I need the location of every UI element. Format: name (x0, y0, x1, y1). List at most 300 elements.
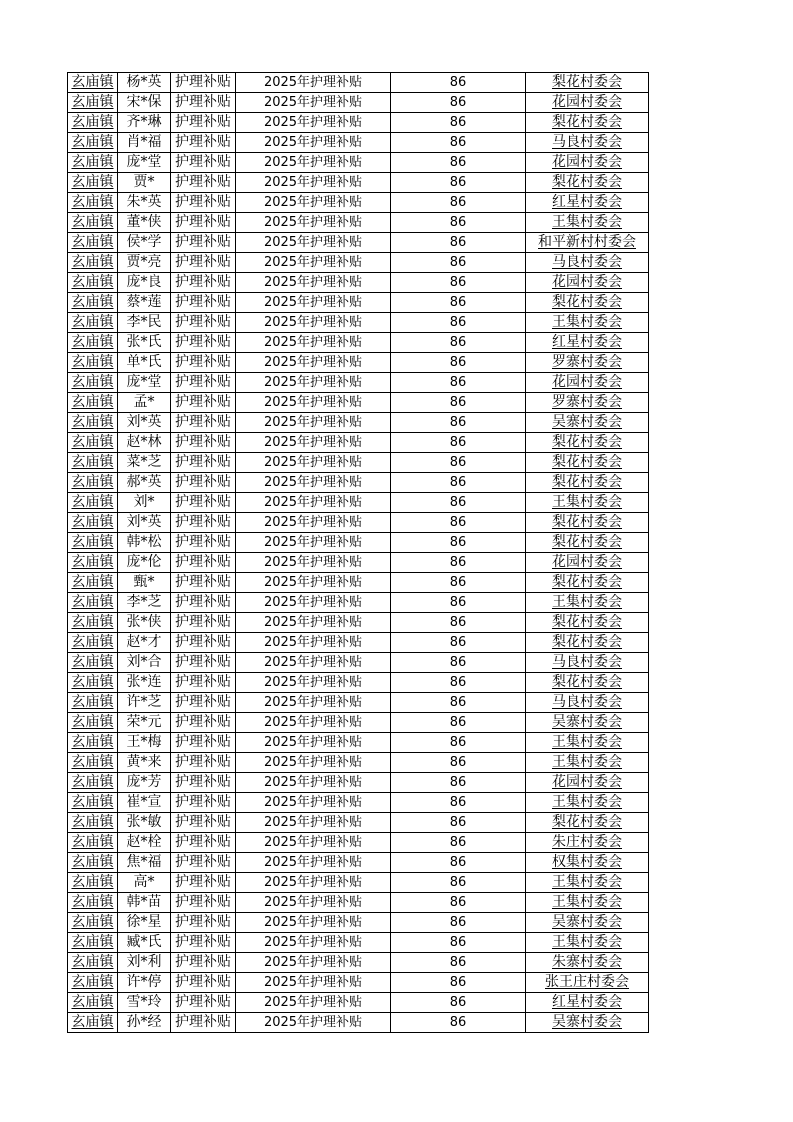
name-cell: 赵*才 (118, 633, 171, 653)
table-row (68, 133, 649, 153)
type-cell: 护理补贴 (171, 593, 236, 613)
type-cell: 护理补贴 (171, 793, 236, 813)
table-row (68, 73, 649, 93)
town-cell: 玄庙镇 (68, 713, 118, 733)
town-cell: 玄庙镇 (68, 833, 118, 853)
table-row (68, 453, 649, 473)
amount-cell: 86 (391, 153, 526, 173)
village-cell: 梨花村委会 (526, 573, 649, 593)
table-row (68, 633, 649, 653)
table-row (68, 573, 649, 593)
item-cell: 2025年护理补贴 (236, 613, 391, 633)
town-cell: 玄庙镇 (68, 533, 118, 553)
amount-cell: 86 (391, 713, 526, 733)
town-cell: 玄庙镇 (68, 473, 118, 493)
type-cell: 护理补贴 (171, 533, 236, 553)
type-cell: 护理补贴 (171, 753, 236, 773)
name-cell: 庞*良 (118, 273, 171, 293)
item-cell: 2025年护理补贴 (236, 973, 391, 993)
item-cell: 2025年护理补贴 (236, 333, 391, 353)
town-cell: 玄庙镇 (68, 373, 118, 393)
amount-cell: 86 (391, 793, 526, 813)
type-cell: 护理补贴 (171, 473, 236, 493)
type-cell: 护理补贴 (171, 293, 236, 313)
table-row (68, 773, 649, 793)
table-row (68, 93, 649, 113)
village-cell: 花园村委会 (526, 273, 649, 293)
village-cell: 花园村委会 (526, 93, 649, 113)
item-cell: 2025年护理补贴 (236, 193, 391, 213)
table-row (68, 173, 649, 193)
table-row (68, 293, 649, 313)
item-cell: 2025年护理补贴 (236, 533, 391, 553)
name-cell: 庞*芳 (118, 773, 171, 793)
table-row (68, 373, 649, 393)
table-row (68, 913, 649, 933)
item-cell: 2025年护理补贴 (236, 253, 391, 273)
town-cell: 玄庙镇 (68, 953, 118, 973)
town-cell: 玄庙镇 (68, 413, 118, 433)
town-cell: 玄庙镇 (68, 613, 118, 633)
town-cell: 玄庙镇 (68, 1013, 118, 1033)
village-cell: 梨花村委会 (526, 73, 649, 93)
amount-cell: 86 (391, 553, 526, 573)
item-cell: 2025年护理补贴 (236, 713, 391, 733)
table-row (68, 653, 649, 673)
type-cell: 护理补贴 (171, 833, 236, 853)
name-cell: 贾* (118, 173, 171, 193)
town-cell: 玄庙镇 (68, 753, 118, 773)
table-row (68, 593, 649, 613)
table-row (68, 993, 649, 1013)
table-row (68, 1013, 649, 1033)
name-cell: 张*侠 (118, 613, 171, 633)
table-row (68, 893, 649, 913)
table-row (68, 613, 649, 633)
town-cell: 玄庙镇 (68, 273, 118, 293)
table-row (68, 353, 649, 373)
item-cell: 2025年护理补贴 (236, 793, 391, 813)
item-cell: 2025年护理补贴 (236, 753, 391, 773)
item-cell: 2025年护理补贴 (236, 1013, 391, 1033)
type-cell: 护理补贴 (171, 673, 236, 693)
town-cell: 玄庙镇 (68, 173, 118, 193)
type-cell: 护理补贴 (171, 313, 236, 333)
village-cell: 马良村委会 (526, 653, 649, 673)
type-cell: 护理补贴 (171, 453, 236, 473)
type-cell: 护理补贴 (171, 893, 236, 913)
name-cell: 菜*芝 (118, 453, 171, 473)
table-row (68, 493, 649, 513)
type-cell: 护理补贴 (171, 193, 236, 213)
item-cell: 2025年护理补贴 (236, 853, 391, 873)
item-cell: 2025年护理补贴 (236, 693, 391, 713)
table-row (68, 333, 649, 353)
town-cell: 玄庙镇 (68, 493, 118, 513)
amount-cell: 86 (391, 273, 526, 293)
amount-cell: 86 (391, 113, 526, 133)
type-cell: 护理补贴 (171, 953, 236, 973)
amount-cell: 86 (391, 353, 526, 373)
village-cell: 梨花村委会 (526, 453, 649, 473)
amount-cell: 86 (391, 673, 526, 693)
village-cell: 梨花村委会 (526, 293, 649, 313)
type-cell: 护理补贴 (171, 853, 236, 873)
amount-cell: 86 (391, 493, 526, 513)
name-cell: 徐*星 (118, 913, 171, 933)
village-cell: 王集村委会 (526, 313, 649, 333)
item-cell: 2025年护理补贴 (236, 813, 391, 833)
name-cell: 高* (118, 873, 171, 893)
table-row (68, 253, 649, 273)
village-cell: 梨花村委会 (526, 113, 649, 133)
village-cell: 朱寨村委会 (526, 953, 649, 973)
name-cell: 甄* (118, 573, 171, 593)
village-cell: 梨花村委会 (526, 513, 649, 533)
type-cell: 护理补贴 (171, 273, 236, 293)
village-cell: 花园村委会 (526, 553, 649, 573)
town-cell: 玄庙镇 (68, 553, 118, 573)
town-cell: 玄庙镇 (68, 313, 118, 333)
village-cell: 罗寨村委会 (526, 393, 649, 413)
item-cell: 2025年护理补贴 (236, 93, 391, 113)
amount-cell: 86 (391, 973, 526, 993)
type-cell: 护理补贴 (171, 133, 236, 153)
village-cell: 罗寨村委会 (526, 353, 649, 373)
amount-cell: 86 (391, 953, 526, 973)
name-cell: 张*氏 (118, 333, 171, 353)
amount-cell: 86 (391, 813, 526, 833)
table-row (68, 393, 649, 413)
amount-cell: 86 (391, 773, 526, 793)
amount-cell: 86 (391, 653, 526, 673)
amount-cell: 86 (391, 173, 526, 193)
village-cell: 和平新村村委会 (526, 233, 649, 253)
town-cell: 玄庙镇 (68, 913, 118, 933)
name-cell: 李*芝 (118, 593, 171, 613)
town-cell: 玄庙镇 (68, 573, 118, 593)
type-cell: 护理补贴 (171, 973, 236, 993)
name-cell: 朱*英 (118, 193, 171, 213)
item-cell: 2025年护理补贴 (236, 493, 391, 513)
name-cell: 单*氏 (118, 353, 171, 373)
item-cell: 2025年护理补贴 (236, 433, 391, 453)
amount-cell: 86 (391, 873, 526, 893)
type-cell: 护理补贴 (171, 693, 236, 713)
table-row (68, 753, 649, 773)
village-cell: 王集村委会 (526, 493, 649, 513)
type-cell: 护理补贴 (171, 73, 236, 93)
village-cell: 梨花村委会 (526, 173, 649, 193)
amount-cell: 86 (391, 213, 526, 233)
table-row (68, 673, 649, 693)
village-cell: 王集村委会 (526, 893, 649, 913)
item-cell: 2025年护理补贴 (236, 133, 391, 153)
amount-cell: 86 (391, 513, 526, 533)
type-cell: 护理补贴 (171, 653, 236, 673)
item-cell: 2025年护理补贴 (236, 153, 391, 173)
amount-cell: 86 (391, 913, 526, 933)
name-cell: 庞*堂 (118, 373, 171, 393)
item-cell: 2025年护理补贴 (236, 453, 391, 473)
name-cell: 张*敏 (118, 813, 171, 833)
village-cell: 马良村委会 (526, 253, 649, 273)
item-cell: 2025年护理补贴 (236, 213, 391, 233)
amount-cell: 86 (391, 293, 526, 313)
name-cell: 齐*琳 (118, 113, 171, 133)
village-cell: 王集村委会 (526, 933, 649, 953)
name-cell: 贾*亮 (118, 253, 171, 273)
amount-cell: 86 (391, 573, 526, 593)
town-cell: 玄庙镇 (68, 653, 118, 673)
table-row (68, 793, 649, 813)
village-cell: 红星村委会 (526, 993, 649, 1013)
table-row (68, 713, 649, 733)
village-cell: 梨花村委会 (526, 613, 649, 633)
village-cell: 梨花村委会 (526, 433, 649, 453)
town-cell: 玄庙镇 (68, 633, 118, 653)
amount-cell: 86 (391, 853, 526, 873)
table-row (68, 313, 649, 333)
name-cell: 杨*英 (118, 73, 171, 93)
table-row (68, 873, 649, 893)
type-cell: 护理补贴 (171, 393, 236, 413)
type-cell: 护理补贴 (171, 1013, 236, 1033)
table-row (68, 853, 649, 873)
amount-cell: 86 (391, 833, 526, 853)
town-cell: 玄庙镇 (68, 353, 118, 373)
town-cell: 玄庙镇 (68, 793, 118, 813)
village-cell: 吴寨村委会 (526, 913, 649, 933)
item-cell: 2025年护理补贴 (236, 413, 391, 433)
town-cell: 玄庙镇 (68, 973, 118, 993)
town-cell: 玄庙镇 (68, 113, 118, 133)
name-cell: 庞*伦 (118, 553, 171, 573)
village-cell: 朱庄村委会 (526, 833, 649, 853)
village-cell: 花园村委会 (526, 373, 649, 393)
village-cell: 梨花村委会 (526, 473, 649, 493)
town-cell: 玄庙镇 (68, 813, 118, 833)
town-cell: 玄庙镇 (68, 253, 118, 273)
town-cell: 玄庙镇 (68, 673, 118, 693)
item-cell: 2025年护理补贴 (236, 993, 391, 1013)
name-cell: 许*停 (118, 973, 171, 993)
table-row (68, 153, 649, 173)
table-row (68, 553, 649, 573)
item-cell: 2025年护理补贴 (236, 873, 391, 893)
name-cell: 赵*林 (118, 433, 171, 453)
amount-cell: 86 (391, 613, 526, 633)
table-row (68, 813, 649, 833)
type-cell: 护理补贴 (171, 233, 236, 253)
type-cell: 护理补贴 (171, 353, 236, 373)
name-cell: 李*民 (118, 313, 171, 333)
town-cell: 玄庙镇 (68, 993, 118, 1013)
type-cell: 护理补贴 (171, 733, 236, 753)
table-row (68, 693, 649, 713)
type-cell: 护理补贴 (171, 933, 236, 953)
town-cell: 玄庙镇 (68, 193, 118, 213)
village-cell: 王集村委会 (526, 793, 649, 813)
amount-cell: 86 (391, 333, 526, 353)
table-row (68, 973, 649, 993)
type-cell: 护理补贴 (171, 773, 236, 793)
type-cell: 护理补贴 (171, 113, 236, 133)
type-cell: 护理补贴 (171, 173, 236, 193)
town-cell: 玄庙镇 (68, 853, 118, 873)
item-cell: 2025年护理补贴 (236, 633, 391, 653)
village-cell: 花园村委会 (526, 153, 649, 173)
village-cell: 马良村委会 (526, 133, 649, 153)
amount-cell: 86 (391, 413, 526, 433)
village-cell: 张王庄村委会 (526, 973, 649, 993)
amount-cell: 86 (391, 433, 526, 453)
item-cell: 2025年护理补贴 (236, 733, 391, 753)
type-cell: 护理补贴 (171, 993, 236, 1013)
name-cell: 刘*英 (118, 413, 171, 433)
name-cell: 王*梅 (118, 733, 171, 753)
item-cell: 2025年护理补贴 (236, 113, 391, 133)
name-cell: 焦*福 (118, 853, 171, 873)
village-cell: 梨花村委会 (526, 813, 649, 833)
town-cell: 玄庙镇 (68, 893, 118, 913)
type-cell: 护理补贴 (171, 253, 236, 273)
type-cell: 护理补贴 (171, 873, 236, 893)
name-cell: 庞*堂 (118, 153, 171, 173)
village-cell: 王集村委会 (526, 213, 649, 233)
item-cell: 2025年护理补贴 (236, 953, 391, 973)
item-cell: 2025年护理补贴 (236, 833, 391, 853)
amount-cell: 86 (391, 753, 526, 773)
type-cell: 护理补贴 (171, 153, 236, 173)
type-cell: 护理补贴 (171, 513, 236, 533)
town-cell: 玄庙镇 (68, 433, 118, 453)
name-cell: 刘*英 (118, 513, 171, 533)
town-cell: 玄庙镇 (68, 213, 118, 233)
name-cell: 黄*来 (118, 753, 171, 773)
town-cell: 玄庙镇 (68, 133, 118, 153)
name-cell: 董*侠 (118, 213, 171, 233)
amount-cell: 86 (391, 313, 526, 333)
table-row (68, 953, 649, 973)
type-cell: 护理补贴 (171, 213, 236, 233)
town-cell: 玄庙镇 (68, 293, 118, 313)
town-cell: 玄庙镇 (68, 733, 118, 753)
amount-cell: 86 (391, 393, 526, 413)
town-cell: 玄庙镇 (68, 933, 118, 953)
type-cell: 护理补贴 (171, 613, 236, 633)
name-cell: 崔*宣 (118, 793, 171, 813)
town-cell: 玄庙镇 (68, 873, 118, 893)
village-cell: 王集村委会 (526, 873, 649, 893)
village-cell: 梨花村委会 (526, 533, 649, 553)
table-row (68, 473, 649, 493)
item-cell: 2025年护理补贴 (236, 913, 391, 933)
subsidy-table (67, 72, 649, 1033)
amount-cell: 86 (391, 233, 526, 253)
name-cell: 许*芝 (118, 693, 171, 713)
town-cell: 玄庙镇 (68, 693, 118, 713)
village-cell: 梨花村委会 (526, 673, 649, 693)
name-cell: 孟* (118, 393, 171, 413)
table-row (68, 933, 649, 953)
amount-cell: 86 (391, 253, 526, 273)
village-cell: 吴寨村委会 (526, 713, 649, 733)
town-cell: 玄庙镇 (68, 73, 118, 93)
item-cell: 2025年护理补贴 (236, 373, 391, 393)
item-cell: 2025年护理补贴 (236, 673, 391, 693)
village-cell: 王集村委会 (526, 733, 649, 753)
name-cell: 刘*利 (118, 953, 171, 973)
table-row (68, 213, 649, 233)
name-cell: 韩*松 (118, 533, 171, 553)
amount-cell: 86 (391, 453, 526, 473)
item-cell: 2025年护理补贴 (236, 933, 391, 953)
name-cell: 刘*合 (118, 653, 171, 673)
item-cell: 2025年护理补贴 (236, 393, 391, 413)
table-row (68, 113, 649, 133)
amount-cell: 86 (391, 933, 526, 953)
amount-cell: 86 (391, 373, 526, 393)
type-cell: 护理补贴 (171, 373, 236, 393)
village-cell: 马良村委会 (526, 693, 649, 713)
amount-cell: 86 (391, 993, 526, 1013)
amount-cell: 86 (391, 133, 526, 153)
village-cell: 吴寨村委会 (526, 413, 649, 433)
town-cell: 玄庙镇 (68, 393, 118, 413)
item-cell: 2025年护理补贴 (236, 293, 391, 313)
name-cell: 肖*福 (118, 133, 171, 153)
type-cell: 护理补贴 (171, 333, 236, 353)
item-cell: 2025年护理补贴 (236, 773, 391, 793)
amount-cell: 86 (391, 533, 526, 553)
town-cell: 玄庙镇 (68, 513, 118, 533)
table-row (68, 273, 649, 293)
table-row (68, 193, 649, 213)
amount-cell: 86 (391, 473, 526, 493)
type-cell: 护理补贴 (171, 493, 236, 513)
table-row (68, 413, 649, 433)
table-row (68, 833, 649, 853)
item-cell: 2025年护理补贴 (236, 553, 391, 573)
item-cell: 2025年护理补贴 (236, 173, 391, 193)
type-cell: 护理补贴 (171, 573, 236, 593)
name-cell: 侯*学 (118, 233, 171, 253)
item-cell: 2025年护理补贴 (236, 473, 391, 493)
item-cell: 2025年护理补贴 (236, 313, 391, 333)
type-cell: 护理补贴 (171, 433, 236, 453)
village-cell: 红星村委会 (526, 333, 649, 353)
town-cell: 玄庙镇 (68, 153, 118, 173)
name-cell: 蔡*莲 (118, 293, 171, 313)
item-cell: 2025年护理补贴 (236, 233, 391, 253)
village-cell: 王集村委会 (526, 753, 649, 773)
type-cell: 护理补贴 (171, 713, 236, 733)
name-cell: 雪*玲 (118, 993, 171, 1013)
amount-cell: 86 (391, 693, 526, 713)
item-cell: 2025年护理补贴 (236, 653, 391, 673)
village-cell: 梨花村委会 (526, 633, 649, 653)
type-cell: 护理补贴 (171, 93, 236, 113)
amount-cell: 86 (391, 633, 526, 653)
table-row (68, 433, 649, 453)
town-cell: 玄庙镇 (68, 593, 118, 613)
name-cell: 荣*元 (118, 713, 171, 733)
town-cell: 玄庙镇 (68, 233, 118, 253)
town-cell: 玄庙镇 (68, 93, 118, 113)
table-row (68, 233, 649, 253)
name-cell: 郝*英 (118, 473, 171, 493)
